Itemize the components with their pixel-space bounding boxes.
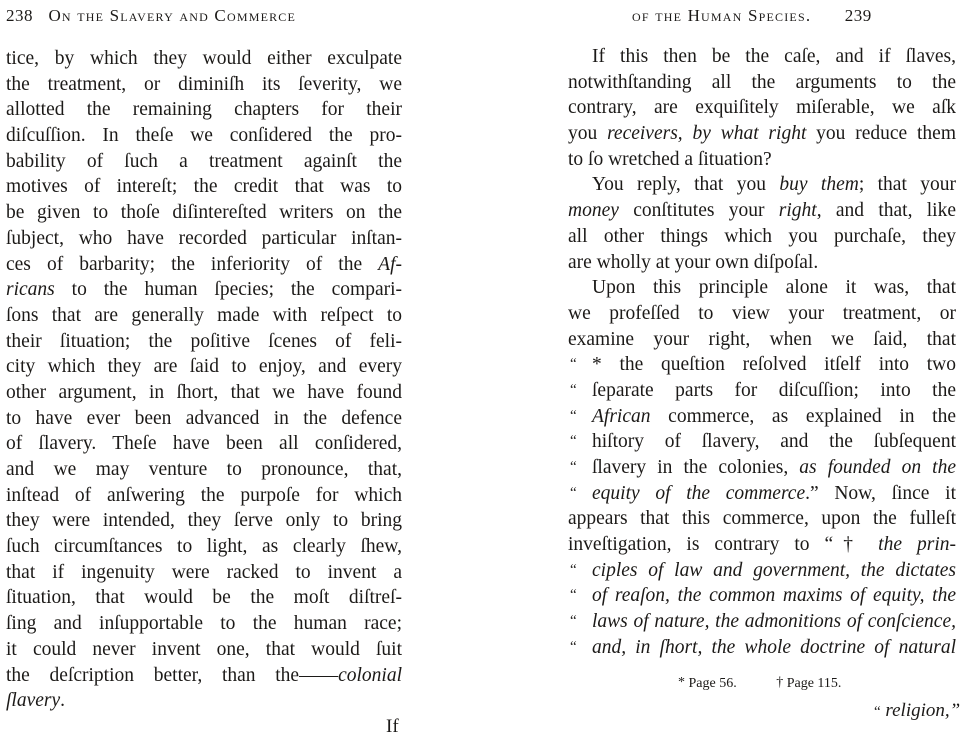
text-run: the deſcription better, than the—— <box>6 664 339 686</box>
text-line <box>568 95 956 121</box>
text-run: ; that your <box>858 174 956 196</box>
right-page-number: 239 <box>844 6 872 25</box>
text-run: they were intended, they ſerve only to bring <box>6 510 402 532</box>
text-line <box>6 431 402 457</box>
catchword-quote: “ <box>874 704 881 720</box>
text-line <box>6 149 402 175</box>
text-run: * the queſtion reſolved itſelf into two <box>592 354 956 376</box>
text-run: allotted the remaining chapters for their <box>6 99 402 121</box>
footnote-text: Page 115. <box>786 676 842 691</box>
text-line <box>568 250 956 276</box>
text-line <box>568 455 956 481</box>
text-run: If this then be the caſe, and if ſlaves, <box>592 46 956 67</box>
left-catchword: If <box>386 716 399 737</box>
text-line <box>568 327 956 353</box>
text-run: ſing and inſupportable to the human race; <box>6 613 402 635</box>
italic-run: the prin- <box>878 534 956 556</box>
text-run: and we may venture to pronounce, that, <box>6 459 402 480</box>
text-line <box>6 303 402 329</box>
text-line <box>6 226 402 252</box>
text-line <box>6 123 402 149</box>
left-page-header <box>6 6 296 26</box>
text-line <box>6 329 402 355</box>
text-run: to ſo wretched a ſituation? <box>568 148 772 170</box>
italic-run: colonial <box>338 664 402 686</box>
text-run: are wholly at your own diſpoſal. <box>568 251 819 273</box>
text-line <box>568 172 956 198</box>
right-page <box>480 0 980 743</box>
text-line <box>6 457 402 483</box>
text-run: . <box>60 690 66 712</box>
text-line <box>6 585 402 611</box>
text-run: be given to thoſe diſintereſted writers on the <box>6 202 402 224</box>
text-run: bability of ſuch a treatment againſt the <box>6 150 402 172</box>
text-line <box>568 404 956 430</box>
text-line <box>6 560 402 586</box>
right-body-text <box>568 44 956 661</box>
text-line <box>6 380 402 406</box>
text-line <box>6 483 402 509</box>
text-line <box>568 352 956 378</box>
text-run: Upon this principle alone it was, that <box>592 277 956 299</box>
italic-run: and, in ſhort, the whole doctrine of natural <box>592 636 956 658</box>
text-run: diſcuſſion. In theſe we conſidered the pro- <box>6 125 402 147</box>
text-line <box>6 406 402 432</box>
footnote-text: Page 56. <box>688 676 737 691</box>
text-run: tice, by which they would either exculpate <box>6 48 402 69</box>
text-line <box>568 558 956 584</box>
right-running-title: of the Human Species. <box>632 6 812 25</box>
right-page-header <box>632 6 872 26</box>
text-line <box>6 611 402 637</box>
text-run: ſuch circumſtances to light, as clearly ſhew, <box>6 536 402 558</box>
text-line <box>568 147 956 173</box>
text-run: the treatment, or diminiſh its ſeverity, we <box>6 73 402 95</box>
text-run: their ſituation; the poſitive ſcenes of feli- <box>6 330 402 352</box>
text-run: notwithſtanding all the arguments to the <box>568 71 956 93</box>
footnotes <box>678 676 841 692</box>
text-run: hiſtory of ſlavery, and the ſubſequent <box>592 431 956 453</box>
text-line <box>568 121 956 147</box>
text-line <box>568 481 956 507</box>
text-run: ſeparate parts for diſcuſſion; into the <box>592 379 956 401</box>
text-line <box>6 663 402 689</box>
text-line <box>568 301 956 327</box>
footnote <box>678 675 740 691</box>
text-line <box>6 46 402 72</box>
text-run: .” Now, ſince it <box>805 482 956 504</box>
italic-run: equity of the commerce <box>592 482 806 504</box>
text-run: You reply, that you <box>592 174 780 196</box>
text-line <box>6 277 402 303</box>
text-run: that if ingenuity were racked to invent a <box>6 561 402 583</box>
text-run: ſubject, who have recorded particular inſtan- <box>6 227 402 249</box>
text-line <box>6 354 402 380</box>
italic-run: buy them <box>779 174 859 196</box>
italic-run: Af- <box>378 253 402 275</box>
italic-run: ciples of law and government, the dictates <box>592 559 956 581</box>
text-run: appears that this commerce, upon the fulleſt <box>568 508 956 530</box>
italic-run: African <box>592 405 651 427</box>
text-run: commerce, as explained in the <box>650 405 956 427</box>
text-run: , and that, like <box>816 200 956 222</box>
text-line <box>568 198 956 224</box>
left-page <box>0 0 480 743</box>
text-line <box>568 506 956 532</box>
text-line <box>6 97 402 123</box>
italic-run: money <box>568 200 619 222</box>
italic-run: of reaſon, the common maxims of equity, the <box>592 585 956 607</box>
text-line <box>6 252 402 278</box>
italic-run: right <box>778 200 817 222</box>
footnote <box>776 676 841 691</box>
text-run: ſlavery in the colonies, <box>592 457 800 478</box>
text-line <box>6 637 402 663</box>
italic-run: laws of nature, the admonitions of conſcience, <box>592 611 956 633</box>
text-line <box>568 224 956 250</box>
text-run: it could never invent one, that would ſuit <box>6 638 402 660</box>
text-line <box>6 72 402 98</box>
text-run: ſons that are generally made with reſpect to <box>6 304 402 326</box>
text-run: to the human ſpecies; the compari- <box>54 279 402 301</box>
text-line <box>568 635 956 661</box>
text-run: city which they are ſaid to enjoy, and every <box>6 356 402 378</box>
text-line <box>568 44 956 70</box>
italic-run: ricans <box>6 279 55 301</box>
text-run: examine your right, when we ſaid, that <box>568 328 956 350</box>
text-run: to have ever been advanced in the defence <box>6 407 402 429</box>
text-line <box>6 508 402 534</box>
text-run: you <box>568 123 608 145</box>
right-catchword <box>874 700 960 722</box>
text-run: all other things which you purchaſe, they <box>568 225 956 247</box>
text-line <box>568 275 956 301</box>
text-line <box>6 174 402 200</box>
left-page-number: 238 <box>6 6 33 25</box>
text-run: you reduce them <box>806 123 956 145</box>
text-line <box>568 609 956 635</box>
text-run: inſtead of anſwering the purpoſe for which <box>6 484 402 506</box>
text-line <box>6 688 402 714</box>
text-run: other argument, in ſhort, that we have found <box>6 381 402 403</box>
italic-run: as founded on the <box>799 457 957 478</box>
left-body-text <box>6 46 402 714</box>
text-line <box>568 429 956 455</box>
text-run: inveſtigation, is contrary to “† <box>568 534 879 556</box>
text-line <box>568 532 956 558</box>
text-run: ces of barbarity; the inferiority of the <box>6 253 379 275</box>
text-run: we profeſſed to view your treatment, or <box>568 302 956 324</box>
text-line <box>568 378 956 404</box>
italic-run: receivers, by what right <box>607 123 807 145</box>
text-line <box>6 534 402 560</box>
text-run: of ſlavery. Theſe have been all conſidered, <box>6 433 402 455</box>
left-running-title: On the Slavery and Commerce <box>48 6 297 25</box>
text-line <box>6 200 402 226</box>
catchword-text: religion,” <box>885 700 961 721</box>
text-run: motives of intereſt; the credit that was to <box>6 176 402 198</box>
text-run: contrary, are exquiſitely miſerable, we aſk <box>568 97 956 119</box>
text-run: conſtitutes your <box>618 200 779 222</box>
text-run: ſituation, that would be the moſt diſtreſ- <box>6 587 402 609</box>
italic-run: ſlavery <box>6 690 61 712</box>
footnote-mark: † <box>776 675 784 690</box>
text-line <box>568 583 956 609</box>
footnote-mark: * <box>678 675 685 690</box>
text-line <box>568 70 956 96</box>
